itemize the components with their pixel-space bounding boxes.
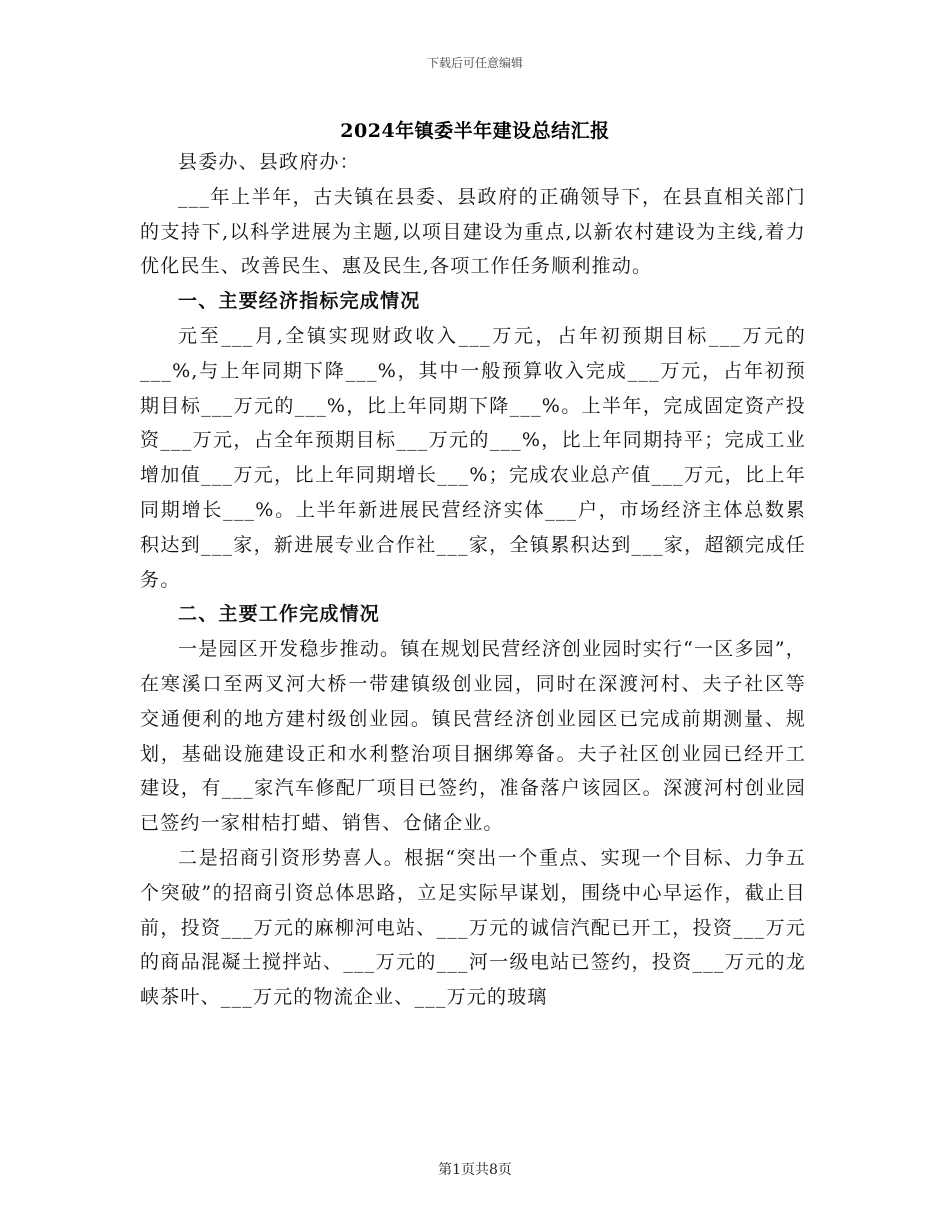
paragraph-intro: ___年上半年，古夫镇在县委、县政府的正确领导下，在县直相关部门的支持下,以科学进展为主题,以项目建设为重点,以新农村建设为主线,着力优化民生、改善民生、惠及民生,各项工作任务顺利推动。 bbox=[140, 185, 806, 278]
document-title: 2024年镇委半年建设总结汇报 bbox=[340, 120, 610, 142]
salutation: 县委办、县政府办： bbox=[178, 151, 360, 173]
header-note: 下载后可任意编辑 bbox=[426, 56, 523, 70]
page-footer: 第1页共8页 bbox=[438, 1162, 512, 1178]
section-heading-2: 二、主要工作完成情况 bbox=[178, 603, 381, 626]
paragraph-park: 一是园区开发稳步推动。镇在规划民营经济创业园时实行“一区多园”，在寒溪口至两叉河大桥一带建镇级创业园，同时在深渡河村、夫子社区等交通便利的地方建村级创业园。镇民营经济创业园区已完成前期测量、规划，基础设施建设正和水利整治项目捆绑筹备。夫子社区创业园已经开工建设，有___家汽车修配厂项目已签约，准备落户该园区。深渡河村创业园已签约一家柑桔打蜡、销售、仓储企业。 bbox=[140, 638, 806, 835]
document-body bbox=[140, 145, 806, 1015]
paragraph-investment: 二是招商引资形势喜人。根据“突出一个重点、实现一个目标、力争五个突破”的招商引资总体思路，立足实际早谋划，围绕中心早运作，截止目前，投资___万元的麻柳河电站、___万元的诚信汽配已开工，投资___万元的商品混凝土搅拌站、___万元的___河一级电站已签约，投资___万元的龙峡茶叶、___万元的物流企业、___万元的玻璃 bbox=[140, 846, 806, 1009]
paragraph-economic: 元至___月,全镇实现财政收入___万元，占年初预期目标___万元的___%,与上年同期下降___%，其中一般预算收入完成___万元，占年初预期目标___万元的___%，比上年同期下降___%。上半年，完成固定资产投资___万元，占全年预期目标___万元的___%，比上年同期持平；完成工业增加值___万元，比上年同期增长___%；完成农业总产值___万元，比上年同期增长___%。上半年新进展民营经济实体___户，市场经济主体总数累积达到___家，新进展专业合作社___家，全镇累积达到___家，超额完成任务。 bbox=[140, 324, 806, 591]
section-heading-1: 一、主要经济指标完成情况 bbox=[178, 290, 421, 313]
